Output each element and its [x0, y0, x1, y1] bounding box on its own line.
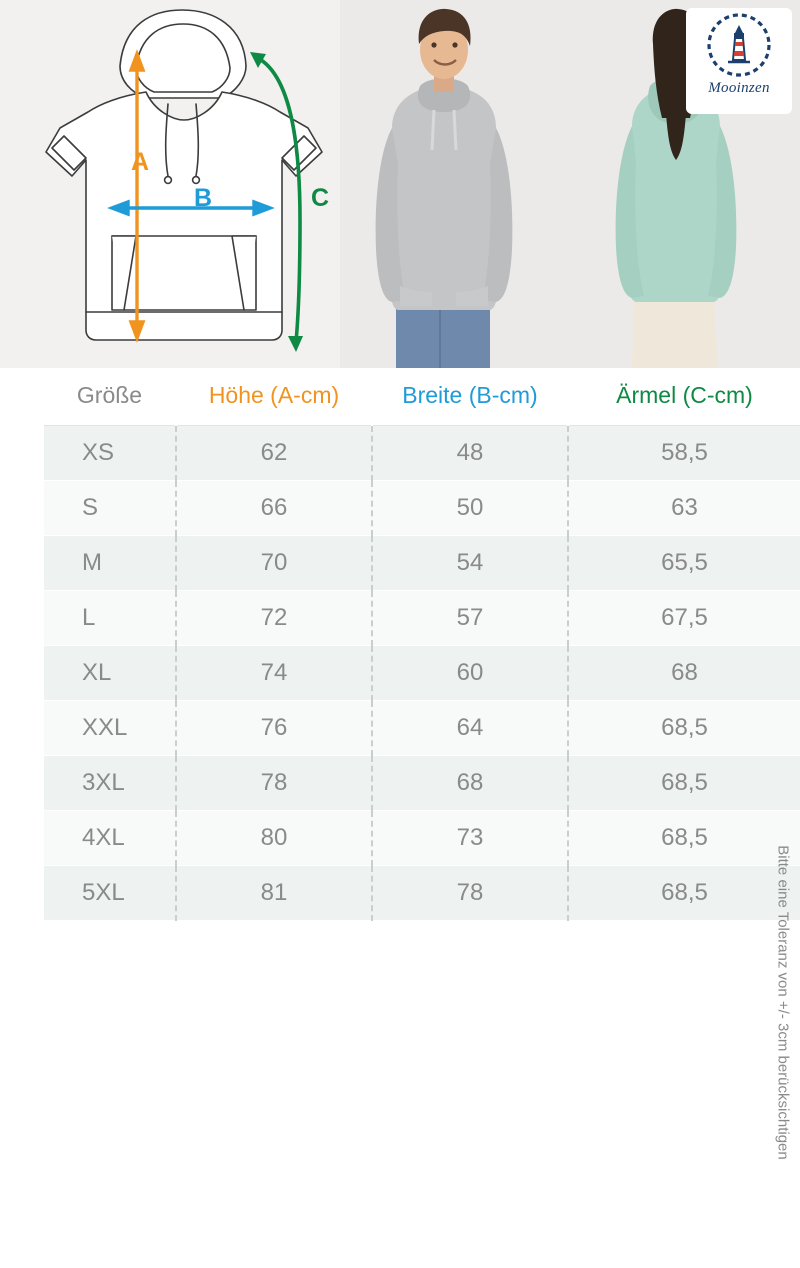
cell-width: 64	[372, 701, 568, 756]
model-front-illustration	[340, 0, 548, 368]
cell-width: 57	[372, 591, 568, 646]
dimension-label-c: C	[311, 184, 330, 212]
cell-width: 50	[372, 481, 568, 536]
size-table-zone	[0, 368, 800, 1160]
table-row	[44, 701, 800, 756]
table-header	[44, 368, 800, 426]
cell-size: M	[44, 536, 176, 591]
cell-sleeve: 65,5	[568, 536, 800, 591]
cell-size: S	[44, 481, 176, 536]
cell-height: 76	[176, 701, 372, 756]
column-header-height: Höhe (A-cm)	[176, 368, 372, 426]
cell-size: 3XL	[44, 756, 176, 811]
dimension-label-b: B	[194, 184, 213, 212]
table-body	[44, 426, 800, 921]
cell-width: 78	[372, 866, 568, 921]
photo-model-front	[340, 0, 548, 368]
cell-size: XS	[44, 426, 176, 481]
table-row	[44, 591, 800, 646]
cell-size: XXL	[44, 701, 176, 756]
cell-height: 78	[176, 756, 372, 811]
size-table	[44, 368, 800, 921]
table-row	[44, 426, 800, 481]
table-row	[44, 646, 800, 701]
column-header-sleeve: Ärmel (C-cm)	[568, 368, 800, 426]
table-row	[44, 866, 800, 921]
cell-sleeve: 67,5	[568, 591, 800, 646]
cell-width: 48	[372, 426, 568, 481]
cell-sleeve: 68,5	[568, 811, 800, 866]
cell-sleeve: 58,5	[568, 426, 800, 481]
cell-height: 72	[176, 591, 372, 646]
tolerance-note	[768, 736, 798, 1268]
cell-size: 4XL	[44, 811, 176, 866]
cell-size: L	[44, 591, 176, 646]
cell-size: 5XL	[44, 866, 176, 921]
cell-height: 74	[176, 646, 372, 701]
cell-height: 70	[176, 536, 372, 591]
image-band	[0, 0, 800, 368]
lighthouse-rope-logo-icon	[706, 12, 772, 78]
cell-sleeve: 68	[568, 646, 800, 701]
cell-height: 81	[176, 866, 372, 921]
sketch-stage	[0, 0, 340, 368]
cell-size: XL	[44, 646, 176, 701]
tolerance-note-text: Bitte eine Toleranz von +/- 3cm berücksichtigen	[774, 844, 792, 1160]
table-header-row	[44, 368, 800, 426]
cell-sleeve: 63	[568, 481, 800, 536]
table-row	[44, 756, 800, 811]
hoodie-outline-icon	[0, 0, 340, 368]
cell-sleeve: 68,5	[568, 756, 800, 811]
dimension-label-a: A	[131, 148, 150, 176]
brand-logo	[686, 8, 792, 114]
table-row	[44, 536, 800, 591]
hoodie-technical-drawing	[0, 0, 340, 368]
table-row	[44, 481, 800, 536]
cell-sleeve: 68,5	[568, 866, 800, 921]
table-row	[44, 811, 800, 866]
cell-width: 54	[372, 536, 568, 591]
cell-sleeve: 68,5	[568, 701, 800, 756]
cell-width: 60	[372, 646, 568, 701]
column-header-width: Breite (B-cm)	[372, 368, 568, 426]
brand-name: Mooinzen	[708, 80, 770, 96]
cell-height: 80	[176, 811, 372, 866]
cell-height: 66	[176, 481, 372, 536]
cell-width: 68	[372, 756, 568, 811]
cell-width: 73	[372, 811, 568, 866]
cell-height: 62	[176, 426, 372, 481]
column-header-size: Größe	[44, 368, 176, 426]
